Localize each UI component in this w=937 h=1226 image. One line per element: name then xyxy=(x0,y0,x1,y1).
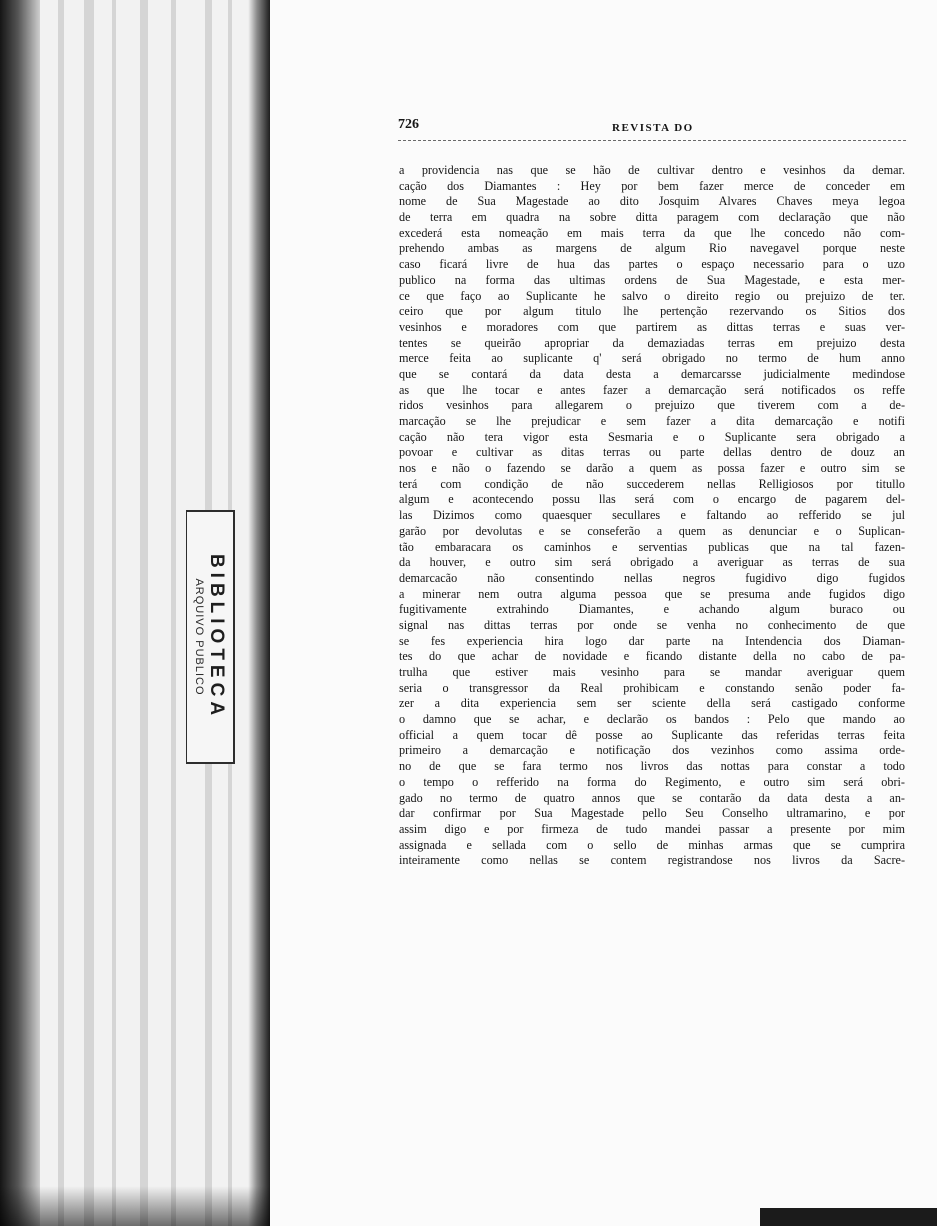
text-line: inteiramente como nellas se contem registrandose nos livros da Sacre- xyxy=(399,853,905,868)
text-line: las Dizimos como quaesquer secullares e faltando ao refferido se jul xyxy=(399,508,905,523)
library-stamp xyxy=(186,510,235,764)
text-line: as que lhe tocar e antes fazer a demarcação será notificados os reffe xyxy=(399,382,905,397)
scan-streak xyxy=(84,0,94,1226)
text-line: tes do que achar de novidade e ficando distante della no cabo de pa- xyxy=(399,649,905,664)
stamp-title: BIBLIOTECA xyxy=(206,553,227,721)
body-text xyxy=(399,163,905,869)
scan-streak xyxy=(58,0,64,1226)
text-line: nome de Sua Magestade ao dito Josquim Alvares Chaves meya legoa xyxy=(399,194,905,209)
page-edge-shadow xyxy=(248,0,270,1226)
text-line: prehendo ambas as margens de algum Rio navegavel porque neste xyxy=(399,241,905,256)
stamp-subtitle: ARQUIVO PUBLICO xyxy=(193,578,205,696)
text-line: marcação se lhe prejudicar e sem fazer a dita demarcação e notifi xyxy=(399,414,905,428)
library-stamp-text xyxy=(193,554,227,720)
text-line: primeiro a demarcação e notificação dos vezinhos como assima orde- xyxy=(399,743,905,758)
text-line: ceiro que por algum titulo lhe pertenção rezervando os Sitios dos xyxy=(399,304,905,319)
text-line: a providencia nas que se hão de cultivar dentro e vesinhos da demar. xyxy=(399,163,905,177)
text-line: merce feita ao suplicante q' será obrigado no termo de hum anno xyxy=(399,351,905,366)
scan-bottom-edge xyxy=(760,1208,937,1226)
text-line: fugitivamente extrahindo Diamantes, e achando algum buraco ou xyxy=(399,602,905,617)
text-line: signal nas dittas terras por onde se venha no conhecimento de que xyxy=(399,617,905,632)
text-line: trulha que estiver mais vesinho para se mandar averiguar quem xyxy=(399,665,905,679)
binding-fold-shadow xyxy=(0,0,40,1226)
text-line: tão embaracara os caminhos e serventias publicas que na tal fazen- xyxy=(399,539,905,554)
text-line: caso ficará livre de hua das partes o espaço necessario para o uzo xyxy=(399,257,905,272)
scan-streak xyxy=(112,0,116,1226)
text-line: ridos vesinhos para allegarem o prejuizo que tiverem com a de- xyxy=(399,398,905,413)
text-line: de terra em quadra na sobre ditta paragem com declaração que não xyxy=(399,210,905,225)
text-line: nos e não o fazendo se darão a quem as possa fazer e outro sim se xyxy=(399,461,905,476)
text-line: dar confirmar por Sua Magestade pello Seu Conselho ultramarino, e por xyxy=(399,806,905,821)
text-line: que se contará da data desta a demarcarsse judicialmente medindose xyxy=(399,366,905,381)
page-number: 726 xyxy=(398,117,419,132)
text-line: zer a dita experiencia sem ser sciente della será castigado conforme xyxy=(399,696,905,711)
text-line: demarcacão não consentindo nellas negros fugidivo digo fugidos xyxy=(399,570,905,585)
text-line: garão por devolutas e se conseferão a quem as denunciar e o Suplican- xyxy=(399,523,905,538)
text-line: algum e acontecendo possu llas será com o encargo de pagarem del- xyxy=(399,492,905,507)
text-line: no de que se fara termo nos livros das nottas para constar a todo xyxy=(399,759,905,774)
text-line: da houver, e outro sim será obrigado a averiguar as terras de sua xyxy=(399,555,905,570)
text-line: publico na forma das ultimas ordens de Sua Magestade, e esta mer- xyxy=(399,272,905,287)
text-line: excederá esta nomeação em mais terra da que lhe concedo não com- xyxy=(399,225,905,240)
header-rule xyxy=(398,140,906,141)
text-line: povoar e cultivar as ditas terras ou parte dellas dentro de douz an xyxy=(399,445,905,460)
text-line: cação dos Diamantes : Hey por bem fazer merce de conceder em xyxy=(399,178,905,193)
scan-streak xyxy=(140,0,148,1226)
text-line: o tempo o refferido na forma do Regimento, e outro sim será obri- xyxy=(399,774,905,789)
text-line: terá com condição de não succederem nellas Relligiosos por titullo xyxy=(399,476,905,491)
text-line: vesinhos e moradores com que partirem as dittas terras e suas ver- xyxy=(399,319,905,334)
text-line: gado no termo de quatro annos que se contarão da data desta a an- xyxy=(399,790,905,805)
text-line: se fes experiencia hira logo dar parte na Intendencia dos Diaman- xyxy=(399,633,905,648)
text-line: a minerar nem outra alguma pessoa que se presuma ande fugidos digo xyxy=(399,586,905,601)
bottom-shadow xyxy=(0,1186,270,1226)
running-head: REVISTA DO xyxy=(612,122,694,134)
text-line: o damno que se achar, e declarão os bandos : Pelo que mando ao xyxy=(399,712,905,727)
text-line: tentes se queirão apropriar da demaziadas terras em prejuizo desta xyxy=(399,335,905,350)
text-line: ce que faço ao Suplicante he salvo o direito regio ou prejuizo de ter. xyxy=(399,288,905,303)
text-line: seria o transgressor da Real prohibicam e constando senão poder fa- xyxy=(399,680,905,695)
text-line: cação não tera vigor esta Sesmaria e o Suplicante sera obrigado a xyxy=(399,429,905,444)
text-line: official a quem tocar dê posse ao Suplicante das referidas terras feita xyxy=(399,727,905,742)
text-line: assignada e sellada com o sello de minhas armas que se cumprira xyxy=(399,837,905,852)
text-line: assim digo e por firmeza de tudo mandei passar a presente por mim xyxy=(399,821,905,836)
scan-streak xyxy=(171,0,176,1226)
